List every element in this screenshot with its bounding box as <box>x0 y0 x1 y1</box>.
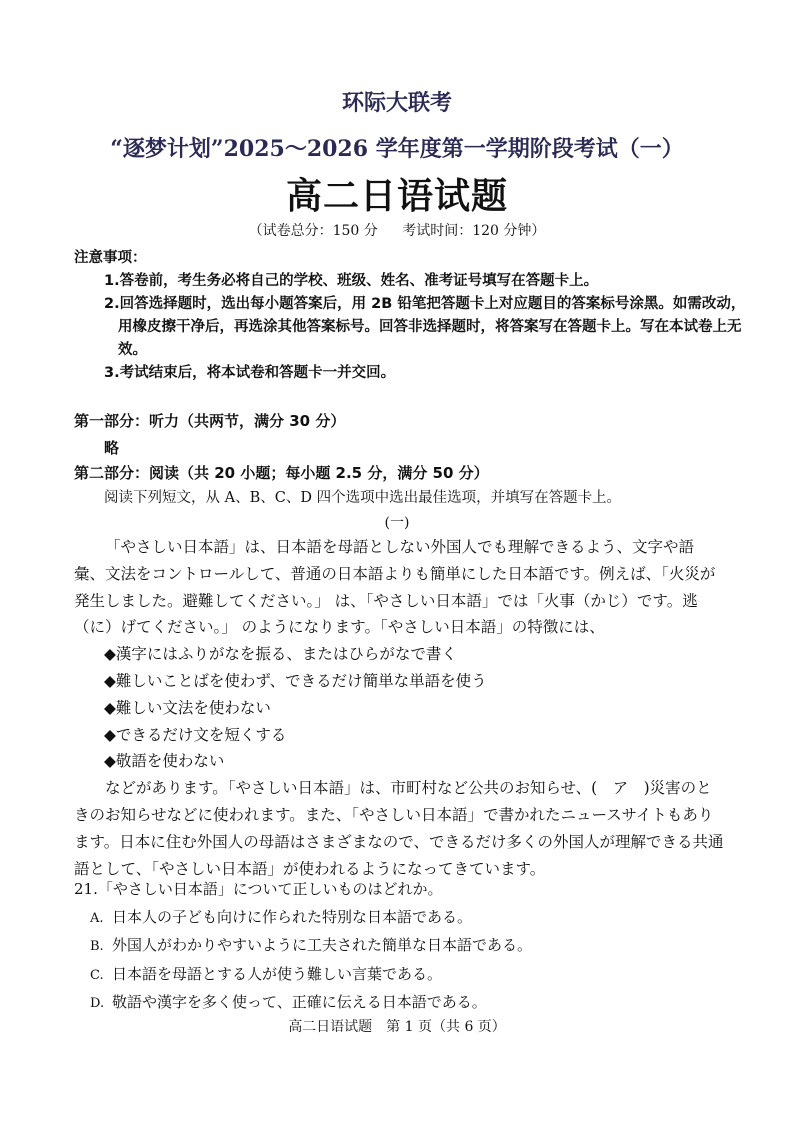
notice-item-2: 2.回答选择题时，选出每小题答案后，用 2B 铅笔把答题卡上对应题目的答案标号涂黑。如需改动，用橡皮擦干净后，再选涂其他答案标号。回答非选择题时，将答案写在答题卡上。写在本试卷上无效。 <box>104 296 746 358</box>
part1-title: 第一部分：听力（共两节，满分 30 分） <box>74 412 346 430</box>
exam-time: 考试时间：120 分钟） <box>402 223 546 239</box>
feature-list <box>74 641 724 775</box>
organization-name: 环际大联考 <box>341 91 452 116</box>
option-text: 敬語や漢字を多く使って、正確に伝える日本語である。 <box>112 993 487 1011</box>
option-letter: B. <box>90 939 104 954</box>
passage-paragraph-2: などがあります。「やさしい日本語」は、市町村など公共のお知らせ、( ア )災害のときのお知らせなどに使われます。また、「やさしい日本語」で書かれたニュースサイトもあります。日本に住む外国人の母語はさまざまなので、できるだけ多くの外国人が理解できる共通語として、「やさしい日本語」が使われるようになってきています。 <box>74 779 724 878</box>
feature-item: ◆できるだけ文を短くする <box>104 725 287 744</box>
feature-item: ◆敬語を使わない <box>104 752 225 771</box>
exam-info <box>0 220 794 240</box>
feature-item: ◆難しいことばを使わず、できるだけ簡単な単語を使う <box>104 671 487 690</box>
option-letter: C. <box>90 967 104 983</box>
notice-heading: 注意事项： <box>74 250 147 266</box>
option-c <box>90 961 724 990</box>
total-score: （试卷总分：150 分 <box>248 223 378 239</box>
exam-title: 高二日语试题 <box>285 175 508 217</box>
passage-paragraph-1: 「やさしい日本語」は、日本語を母語としない外国人でも理解できるよう、文字や語彙、文法をコントロールして、普通の日本語よりも簡単にした日本語です。例えば、「火災が発生しました。避難してください。」 は、「やさしい日本語」では「火事（かじ）です。逃（に）げてください。」 のようになります。「やさしい日本語」の特徴には、 <box>74 538 716 637</box>
part2-title: 第二部分：阅读（共 20 小题；每小题 2.5 分，满分 50 分） <box>74 464 489 482</box>
section-number: (一) <box>384 515 410 531</box>
reading-passage <box>74 534 724 882</box>
feature-item: ◆難しい文法を使わない <box>104 698 271 717</box>
exam-subtitle: “逐梦计划”2025～2026 学年度第一学期阶段考试（一） <box>110 136 684 162</box>
question-stem: 21.「やさしい日本語」について正しいものはどれか。 <box>74 880 443 898</box>
feature-item: ◆漢字にはふりがなを振る、またはひらがなで書く <box>104 645 457 664</box>
option-letter: D. <box>90 996 105 1011</box>
notice-item-1: 1.答卷前，考生务必将自己的学校、班级、姓名、准考证号填写在答题卡上。 <box>104 273 599 289</box>
part2-instruction: 阅读下列短文，从 A、B、C、D 四个选项中选出最佳选项，并填写在答题卡上。 <box>104 490 622 506</box>
question-options <box>74 904 724 1018</box>
option-text: 外国人がわかりやすいように工夫された簡単な日本語である。 <box>112 936 533 954</box>
option-a <box>90 904 724 933</box>
option-letter: A. <box>90 910 104 926</box>
option-b <box>90 932 724 961</box>
part1-content: 略 <box>104 439 120 457</box>
notice-section <box>74 247 754 385</box>
question-21 <box>74 876 724 1018</box>
option-text: 日本人の子ども向けに作られた特別な日本語である。 <box>112 907 473 926</box>
option-text: 日本語を母語とする人が使う難しい言葉である。 <box>112 964 443 983</box>
notice-item-3: 3.考试结束后，将本试卷和答题卡一并交回。 <box>104 365 396 381</box>
page-footer: 高二日语试题 第 1 页（共 6 页） <box>288 1019 506 1035</box>
option-d <box>90 989 724 1018</box>
